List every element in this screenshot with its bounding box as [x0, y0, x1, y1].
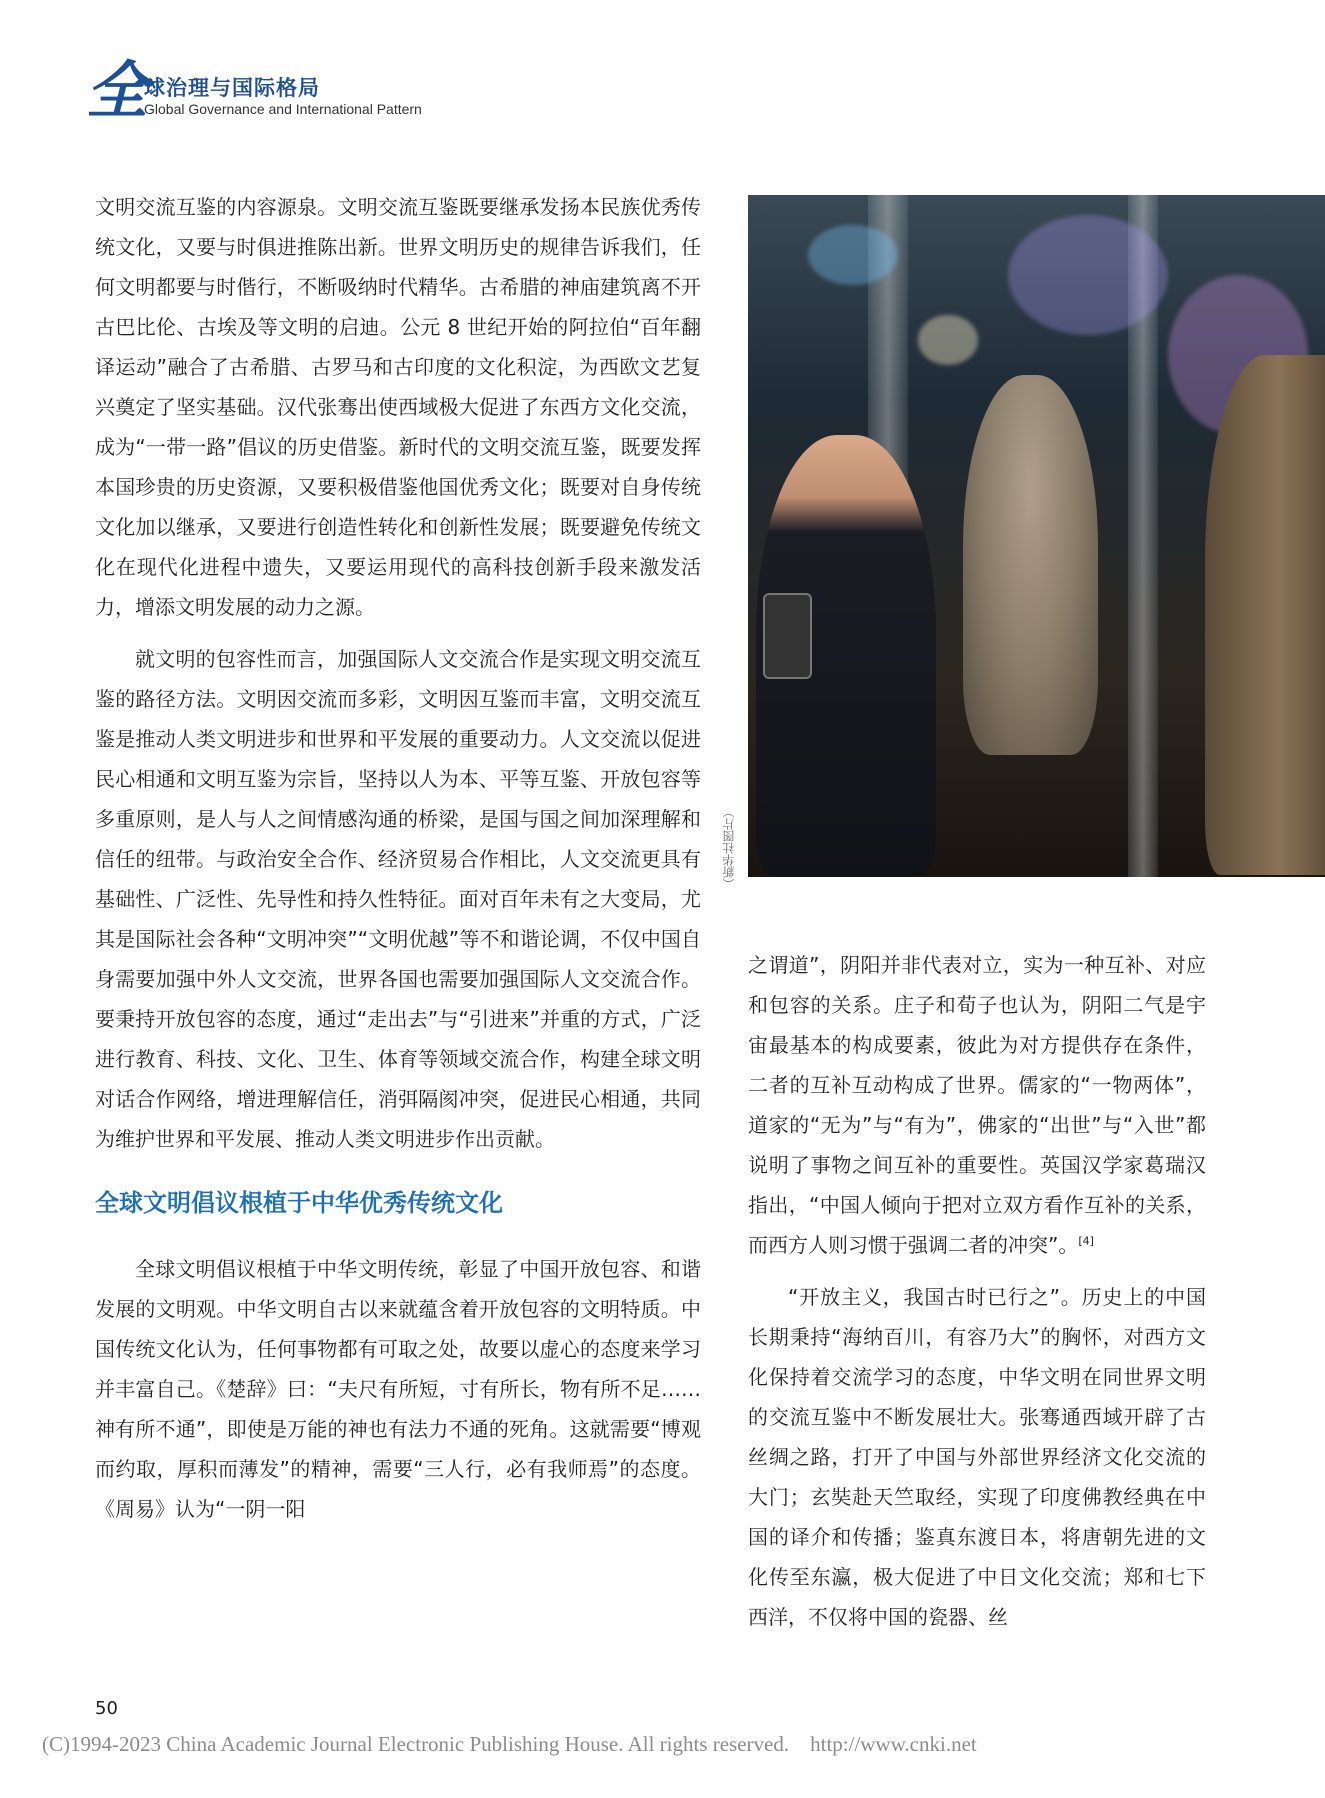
terracotta-warrior-figure — [963, 375, 1098, 755]
journal-title-cn: 球治理与国际格局 — [144, 76, 320, 100]
reference-mark: [4] — [1078, 1234, 1094, 1248]
photo-credit: （新华社图片） — [722, 806, 736, 890]
right-paragraph-1 — [748, 945, 1206, 1265]
page-number: 50 — [95, 1698, 118, 1719]
left-column — [95, 187, 701, 1529]
section-heading: 全球文明倡议根植于中华优秀传统文化 — [95, 1189, 503, 1217]
copyright-footer: (C)1994-2023 China Academic Journal Electronic Publishing House. All rights reserved. http://www.cnki.net — [42, 1732, 977, 1756]
right-paragraph-2: “开放主义，我国古时已行之”。历史上的中国长期秉持“海纳百川，有容乃大”的胸怀，对西方文化保持着交流学习的态度，中华文明在同世界文明的交流互鉴中不断发展壮大。张骞通西域开辟了古丝绸之路，打开了中国与外部世界经济文化交流的大门；玄奘赴天竺取经，实现了印度佛教经典在中国的译介和传播；鉴真东渡日本，将唐朝先进的文化传至东瀛，极大促进了中日文化交流；郑和七下西洋，不仅将中国的瓷器、丝 — [748, 1285, 1206, 1629]
terracotta-warrior-closeup — [1205, 355, 1325, 875]
journal-header — [86, 54, 506, 128]
right-column — [748, 945, 1206, 1637]
phone-in-hand — [763, 593, 812, 679]
journal-title-en: Global Governance and International Pattern — [144, 101, 422, 117]
exhibition-photo — [748, 195, 1325, 877]
left-paragraph-3: 全球文明倡议根植于中华文明传统，彰显了中国开放包容、和谐发展的文明观。中华文明自古以来就蕴含着开放包容的文明特质。中国传统文化认为，任何事物都有可取之处，故要以虚心的态度来学习并丰富自己。《楚辞》曰：“夫尺有所短，寸有所长，物有所不足……神有所不通”，即使是万能的神也有法力不通的死角。这就需要“博观而约取，厚积而薄发”的精神，需要“三人行，必有我师焉”的态度。《周易》认为“一阴一阳 — [95, 1257, 701, 1521]
left-paragraph-2: 就文明的包容性而言，加强国际人文交流合作是实现文明交流互鉴的路径方法。文明因交流而多彩，文明因互鉴而丰富，文明交流互鉴是推动人类文明进步和世界和平发展的重要动力。人文交流以促进民心相通和文明互鉴为宗旨，坚持以人为本、平等互鉴、开放包容等多重原则，是人与人之间情感沟通的桥梁，是国与国之间加深理解和信任的纽带。与政治安全合作、经济贸易合作相比，人文交流更具有基础性、广泛性、先导性和持久性特征。面对百年未有之大变局，尤其是国际社会各种“文明冲突”“文明优越”等不和谐论调，不仅中国自身需要加强中外人文交流，世界各国也需要加强国际人文交流合作。要秉持开放包容的态度，通过“走出去”与“引进来”并重的方式，广泛进行教育、科技、文化、卫生、体育等领域交流合作，构建全球文明对话合作网络，增进理解信任，消弭隔阂冲突，促进民心相通，共同为维护世界和平发展、推动人类文明进步作出贡献。 — [95, 647, 701, 1151]
left-paragraph-1: 文明交流互鉴的内容源泉。文明交流互鉴既要继承发扬本民族优秀传统文化，又要与时俱进推陈出新。世界文明历史的规律告诉我们，任何文明都要与时偕行，不断吸纳时代精华。古希腊的神庙建筑离不开古巴比伦、古埃及等文明的启迪。公元 8 世纪开始的阿拉伯“百年翻译运动”融合了古希腊、古罗马和古印度的文化积淀，为西欧文艺复兴奠定了坚实基础。汉代张骞出使西域极大促进了东西方文化交流，成为“一带一路”倡议的历史借鉴。新时代的文明交流互鉴，既要发挥本国珍贵的历史资源，又要积极借鉴他国优秀文化；既要对自身传统文化加以继承，又要进行创造性转化和创新性发展；既要避免传统文化在现代化进程中遗失，又要运用现代的高科技创新手段来激发活力，增添文明发展的动力之源。 — [95, 195, 701, 619]
right-paragraph-1-text: 之谓道”，阴阳并非代表对立，实为一种互补、对应和包容的关系。庄子和荀子也认为，阴阳二气是宇宙最基本的构成要素，彼此为对方提供存在条件，二者的互补互动构成了世界。儒家的“一物两体”，道家的“无为”与“有为”，佛家的“出世”与“入世”都说明了事物之间互补的重要性。英国汉学家葛瑞汉指出，“中国人倾向于把对立双方看作互补的关系，而西方人则习惯于强调二者的冲突”。 — [748, 953, 1206, 1257]
journal-logo: 全 — [86, 54, 149, 127]
